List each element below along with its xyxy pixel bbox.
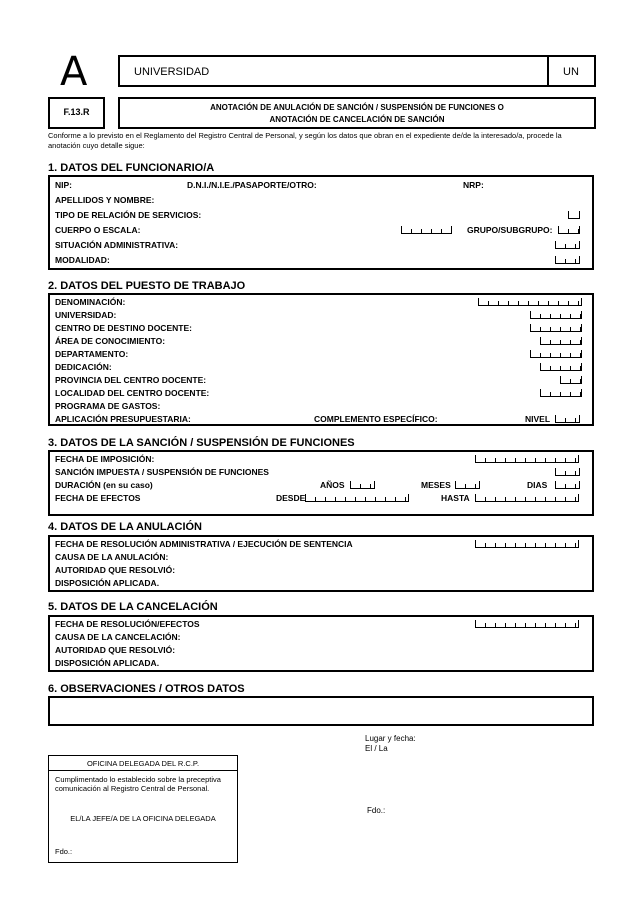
denominacion-field[interactable] bbox=[478, 298, 582, 306]
section1-box bbox=[48, 175, 594, 270]
section5-title: 5. DATOS DE LA CANCELACIÓN bbox=[48, 601, 218, 613]
grupo-field[interactable] bbox=[558, 226, 580, 234]
duracion-label: DURACIÓN (en su caso) bbox=[55, 480, 153, 490]
section6-title: 6. OBSERVACIONES / OTROS DATOS bbox=[48, 683, 245, 695]
tipo-relacion-field[interactable] bbox=[568, 211, 580, 219]
intro-line1: Conforme a lo previsto en el Reglamento del Registro Central de Personal, y según los datos que obran en el expediente de/de la interesado/a, procede la bbox=[48, 131, 562, 140]
dias-label: DIAS bbox=[527, 480, 548, 490]
form-title-line2: ANOTACIÓN DE CANCELACIÓN DE SANCIÓN bbox=[269, 115, 445, 124]
centro-field[interactable] bbox=[530, 324, 582, 332]
desde-field[interactable] bbox=[305, 494, 409, 502]
modalidad-field[interactable] bbox=[555, 256, 580, 264]
cancelacion-fecha-label: FECHA DE RESOLUCIÓN/EFECTOS bbox=[55, 619, 200, 629]
fecha-imposicion-label: FECHA DE IMPOSICIÓN: bbox=[55, 454, 155, 464]
grupo-label: GRUPO/SUBGRUPO: bbox=[467, 225, 553, 235]
section2-title: 2. DATOS DEL PUESTO DE TRABAJO bbox=[48, 280, 246, 292]
university-code: UN bbox=[563, 66, 579, 78]
section4-title: 4. DATOS DE LA ANULACIÓN bbox=[48, 521, 203, 533]
form-code: F.13.R bbox=[63, 107, 90, 117]
anulacion-fecha-label: FECHA DE RESOLUCIÓN ADMINISTRATIVA / EJECUCIÓN DE SENTENCIA bbox=[55, 539, 353, 549]
localidad-field[interactable] bbox=[540, 389, 582, 397]
anulacion-disposicion-label: DISPOSICIÓN APLICADA. bbox=[55, 578, 160, 588]
university-label: UNIVERSIDAD bbox=[134, 66, 210, 78]
dedicacion-field[interactable] bbox=[540, 363, 582, 371]
complemento-label: COMPLEMENTO ESPECÍFICO: bbox=[314, 414, 438, 424]
form-letter: A bbox=[60, 49, 88, 95]
sancion-field[interactable] bbox=[555, 468, 580, 476]
meses-field[interactable] bbox=[455, 481, 480, 489]
fecha-efectos-label: FECHA DE EFECTOS bbox=[55, 493, 141, 503]
form-title-box bbox=[118, 97, 596, 129]
departamento-label: DEPARTAMENTO: bbox=[55, 349, 129, 359]
lugar-fecha-label: Lugar y fecha: bbox=[365, 734, 416, 743]
fdo-right-label: Fdo.: bbox=[367, 806, 386, 815]
anos-label: AÑOS bbox=[320, 480, 345, 490]
anulacion-autoridad-label: AUTORIDAD QUE RESOLVIÓ: bbox=[55, 565, 176, 575]
meses-label: MESES bbox=[421, 480, 451, 490]
provincia-field[interactable] bbox=[560, 376, 582, 384]
oficina-text2: comunicación al Registro Central de Personal. bbox=[55, 784, 210, 793]
universidad-field[interactable] bbox=[530, 311, 582, 319]
university-divider bbox=[547, 57, 549, 85]
oficina-delegada-box bbox=[48, 755, 238, 863]
programa-label: PROGRAMA DE GASTOS: bbox=[55, 401, 161, 411]
nivel-field[interactable] bbox=[555, 415, 580, 423]
nivel-label: NIVEL bbox=[525, 414, 551, 424]
observaciones-field[interactable] bbox=[48, 696, 594, 726]
situacion-field[interactable] bbox=[555, 241, 580, 249]
nip-label: NIP: bbox=[55, 180, 72, 190]
hasta-field[interactable] bbox=[475, 494, 579, 502]
jefe-label: EL/LA JEFE/A DE LA OFICINA DELEGADA bbox=[70, 814, 216, 823]
section1-title: 1. DATOS DEL FUNCIONARIO/A bbox=[48, 162, 215, 174]
cancelacion-causa-label: CAUSA DE LA CANCELACIÓN: bbox=[55, 632, 181, 642]
dedicacion-label: DEDICACIÓN: bbox=[55, 362, 112, 372]
section3-title: 3. DATOS DE LA SANCIÓN / SUSPENSIÓN DE FUNCIONES bbox=[48, 437, 355, 449]
form-title-line1: ANOTACIÓN DE ANULACIÓN DE SANCIÓN / SUSPENSIÓN DE FUNCIONES O bbox=[210, 103, 504, 112]
cancelacion-autoridad-label: AUTORIDAD QUE RESOLVIÓ: bbox=[55, 645, 176, 655]
localidad-label: LOCALIDAD DEL CENTRO DOCENTE: bbox=[55, 388, 210, 398]
cuerpo-field[interactable] bbox=[401, 226, 452, 234]
oficina-title: OFICINA DELEGADA DEL R.C.P. bbox=[49, 756, 237, 771]
departamento-field[interactable] bbox=[530, 350, 582, 358]
situacion-label: SITUACIÓN ADMINISTRATIVA: bbox=[55, 240, 179, 250]
dias-field[interactable] bbox=[555, 481, 580, 489]
provincia-label: PROVINCIA DEL CENTRO DOCENTE: bbox=[55, 375, 207, 385]
cuerpo-label: CUERPO O ESCALA: bbox=[55, 225, 141, 235]
fecha-imposicion-field[interactable] bbox=[475, 455, 579, 463]
apellidos-label: APELLIDOS Y NOMBRE: bbox=[55, 195, 155, 205]
oficina-text1: Cumplimentado lo establecido sobre la preceptiva bbox=[55, 775, 221, 784]
fdo-left-label: Fdo.: bbox=[55, 847, 73, 856]
cancelacion-fecha-field[interactable] bbox=[475, 620, 579, 628]
desde-label: DESDE bbox=[276, 493, 306, 503]
form-code-box bbox=[48, 97, 105, 129]
centro-label: CENTRO DE DESTINO DOCENTE: bbox=[55, 323, 192, 333]
nrp-label: NRP: bbox=[463, 180, 484, 190]
universidad-label: UNIVERSIDAD: bbox=[55, 310, 117, 320]
anulacion-fecha-field[interactable] bbox=[475, 540, 579, 548]
cancelacion-disposicion-label: DISPOSICIÓN APLICADA. bbox=[55, 658, 160, 668]
el-la-label: El / La bbox=[365, 744, 388, 753]
sancion-label: SANCIÓN IMPUESTA / SUSPENSIÓN DE FUNCIONES bbox=[55, 467, 269, 477]
anulacion-causa-label: CAUSA DE LA ANULACIÓN: bbox=[55, 552, 169, 562]
modalidad-label: MODALIDAD: bbox=[55, 255, 110, 265]
tipo-relacion-label: TIPO DE RELACIÓN DE SERVICIOS: bbox=[55, 210, 202, 220]
area-label: ÁREA DE CONOCIMIENTO: bbox=[55, 336, 166, 346]
university-box bbox=[118, 55, 596, 87]
denominacion-label: DENOMINACIÓN: bbox=[55, 297, 126, 307]
area-field[interactable] bbox=[540, 337, 582, 345]
dni-label: D.N.I./N.I.E./PASAPORTE/OTRO: bbox=[187, 180, 317, 190]
anos-field[interactable] bbox=[350, 481, 375, 489]
hasta-label: HASTA bbox=[441, 493, 470, 503]
aplicacion-label: APLICACIÓN PRESUPUESTARIA: bbox=[55, 414, 191, 424]
intro-line2: anotación cuyo detalle sigue: bbox=[48, 141, 145, 150]
